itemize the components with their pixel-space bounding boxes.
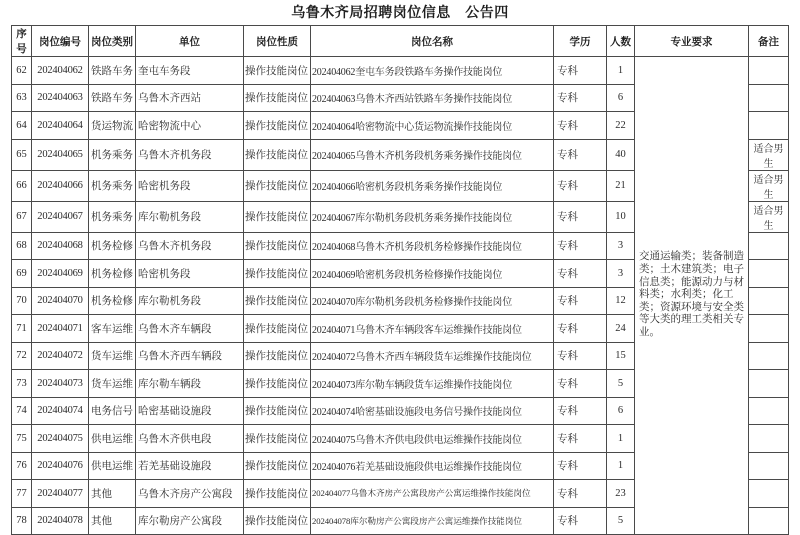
cell-nature: 操作技能岗位 bbox=[244, 260, 311, 288]
col-header-major: 专业要求 bbox=[635, 26, 749, 57]
cell-name: 202404077乌鲁木齐房产公寓段房产公寓运维操作技能岗位 bbox=[311, 480, 554, 508]
cell-seq: 76 bbox=[12, 452, 32, 480]
cell-name: 202404065乌鲁木齐机务段机务乘务操作技能岗位 bbox=[311, 139, 554, 170]
cell-count: 5 bbox=[607, 370, 635, 398]
cell-count: 1 bbox=[607, 452, 635, 480]
cell-unit: 库尔勒机务段 bbox=[136, 287, 244, 315]
positions-table bbox=[11, 25, 789, 535]
cell-nature: 操作技能岗位 bbox=[244, 287, 311, 315]
cell-seq: 68 bbox=[12, 232, 32, 260]
cell-code: 202404070 bbox=[32, 287, 89, 315]
cell-code: 202404072 bbox=[32, 342, 89, 370]
cell-count: 12 bbox=[607, 287, 635, 315]
cell-nature: 操作技能岗位 bbox=[244, 201, 311, 232]
cell-edu: 专科 bbox=[554, 287, 607, 315]
cell-count: 1 bbox=[607, 57, 635, 85]
cell-edu: 专科 bbox=[554, 57, 607, 85]
cell-category: 机务检修 bbox=[89, 260, 136, 288]
col-header-code: 岗位编号 bbox=[32, 26, 89, 57]
cell-category: 铁路车务 bbox=[89, 57, 136, 85]
cell-code: 202404069 bbox=[32, 260, 89, 288]
cell-unit: 库尔勒机务段 bbox=[136, 201, 244, 232]
cell-seq: 75 bbox=[12, 425, 32, 453]
cell-edu: 专科 bbox=[554, 315, 607, 343]
cell-nature: 操作技能岗位 bbox=[244, 425, 311, 453]
cell-seq: 63 bbox=[12, 84, 32, 112]
cell-seq: 71 bbox=[12, 315, 32, 343]
cell-category: 供电运维 bbox=[89, 452, 136, 480]
cell-nature: 操作技能岗位 bbox=[244, 232, 311, 260]
cell-nature: 操作技能岗位 bbox=[244, 480, 311, 508]
cell-seq: 74 bbox=[12, 397, 32, 425]
cell-seq: 73 bbox=[12, 370, 32, 398]
cell-name: 202404076若羌基础设施段供电运维操作技能岗位 bbox=[311, 452, 554, 480]
cell-category: 机务检修 bbox=[89, 232, 136, 260]
cell-nature: 操作技能岗位 bbox=[244, 370, 311, 398]
cell-name: 202404075乌鲁木齐供电段供电运维操作技能岗位 bbox=[311, 425, 554, 453]
cell-seq: 67 bbox=[12, 201, 32, 232]
cell-unit: 奎屯车务段 bbox=[136, 57, 244, 85]
cell-remark: 适合男生 bbox=[749, 201, 789, 232]
cell-code: 202404071 bbox=[32, 315, 89, 343]
cell-category: 机务乘务 bbox=[89, 139, 136, 170]
cell-count: 3 bbox=[607, 260, 635, 288]
header-row bbox=[12, 26, 789, 57]
cell-unit: 乌鲁木齐车辆段 bbox=[136, 315, 244, 343]
cell-seq: 62 bbox=[12, 57, 32, 85]
cell-count: 6 bbox=[607, 84, 635, 112]
cell-unit: 若羌基础设施段 bbox=[136, 452, 244, 480]
cell-edu: 专科 bbox=[554, 84, 607, 112]
cell-edu: 专科 bbox=[554, 139, 607, 170]
cell-remark bbox=[749, 480, 789, 508]
cell-category: 铁路车务 bbox=[89, 84, 136, 112]
cell-nature: 操作技能岗位 bbox=[244, 112, 311, 140]
cell-name: 202404063乌鲁木齐西站铁路车务操作技能岗位 bbox=[311, 84, 554, 112]
cell-nature: 操作技能岗位 bbox=[244, 397, 311, 425]
cell-unit: 乌鲁木齐房产公寓段 bbox=[136, 480, 244, 508]
cell-remark bbox=[749, 452, 789, 480]
table-row bbox=[12, 57, 789, 85]
cell-remark: 适合男生 bbox=[749, 139, 789, 170]
cell-code: 202404068 bbox=[32, 232, 89, 260]
col-header-category: 岗位类别 bbox=[89, 26, 136, 57]
col-header-remark: 备注 bbox=[749, 26, 789, 57]
cell-count: 21 bbox=[607, 170, 635, 201]
cell-edu: 专科 bbox=[554, 425, 607, 453]
cell-edu: 专科 bbox=[554, 480, 607, 508]
cell-category: 其他 bbox=[89, 480, 136, 508]
cell-count: 3 bbox=[607, 232, 635, 260]
cell-seq: 64 bbox=[12, 112, 32, 140]
cell-unit: 乌鲁木齐机务段 bbox=[136, 232, 244, 260]
cell-remark bbox=[749, 425, 789, 453]
cell-remark bbox=[749, 370, 789, 398]
cell-seq: 69 bbox=[12, 260, 32, 288]
cell-category: 货运物流 bbox=[89, 112, 136, 140]
cell-name: 202404069哈密机务段机务检修操作技能岗位 bbox=[311, 260, 554, 288]
cell-count: 40 bbox=[607, 139, 635, 170]
cell-seq: 66 bbox=[12, 170, 32, 201]
cell-category: 机务乘务 bbox=[89, 201, 136, 232]
cell-count: 6 bbox=[607, 397, 635, 425]
cell-edu: 专科 bbox=[554, 112, 607, 140]
cell-name: 202404066哈密机务段机务乘务操作技能岗位 bbox=[311, 170, 554, 201]
cell-nature: 操作技能岗位 bbox=[244, 139, 311, 170]
cell-count: 23 bbox=[607, 480, 635, 508]
cell-unit: 哈密机务段 bbox=[136, 260, 244, 288]
cell-seq: 70 bbox=[12, 287, 32, 315]
cell-category: 电务信号 bbox=[89, 397, 136, 425]
cell-nature: 操作技能岗位 bbox=[244, 452, 311, 480]
cell-nature: 操作技能岗位 bbox=[244, 315, 311, 343]
col-header-name: 岗位名称 bbox=[311, 26, 554, 57]
cell-name: 202404067库尔勒机务段机务乘务操作技能岗位 bbox=[311, 201, 554, 232]
cell-name: 202404070库尔勒机务段机务检修操作技能岗位 bbox=[311, 287, 554, 315]
cell-remark bbox=[749, 57, 789, 85]
cell-category: 货车运维 bbox=[89, 342, 136, 370]
cell-code: 202404063 bbox=[32, 84, 89, 112]
cell-remark bbox=[749, 112, 789, 140]
cell-edu: 专科 bbox=[554, 201, 607, 232]
cell-edu: 专科 bbox=[554, 397, 607, 425]
cell-name: 202404071乌鲁木齐车辆段客车运维操作技能岗位 bbox=[311, 315, 554, 343]
cell-name: 202404072乌鲁木齐西车辆段货车运维操作技能岗位 bbox=[311, 342, 554, 370]
cell-code: 202404075 bbox=[32, 425, 89, 453]
cell-edu: 专科 bbox=[554, 370, 607, 398]
cell-unit: 库尔勒房产公寓段 bbox=[136, 507, 244, 535]
cell-category: 货车运维 bbox=[89, 370, 136, 398]
cell-count: 5 bbox=[607, 507, 635, 535]
cell-code: 202404067 bbox=[32, 201, 89, 232]
cell-code: 202404076 bbox=[32, 452, 89, 480]
cell-nature: 操作技能岗位 bbox=[244, 57, 311, 85]
cell-unit: 乌鲁木齐西车辆段 bbox=[136, 342, 244, 370]
cell-unit: 哈密机务段 bbox=[136, 170, 244, 201]
cell-name: 202404062奎屯车务段铁路车务操作技能岗位 bbox=[311, 57, 554, 85]
cell-edu: 专科 bbox=[554, 260, 607, 288]
cell-remark bbox=[749, 397, 789, 425]
cell-major-requirement: 交通运输类；装备制造类；土木建筑类；电子信息类；能源动力与材料类；水利类；化工类；资源环境与安全类等大类的理工类相关专业。 bbox=[635, 57, 749, 535]
cell-name: 202404074哈密基础设施段电务信号操作技能岗位 bbox=[311, 397, 554, 425]
col-header-unit: 单位 bbox=[136, 26, 244, 57]
cell-category: 供电运维 bbox=[89, 425, 136, 453]
cell-nature: 操作技能岗位 bbox=[244, 507, 311, 535]
cell-seq: 77 bbox=[12, 480, 32, 508]
cell-edu: 专科 bbox=[554, 342, 607, 370]
cell-count: 1 bbox=[607, 425, 635, 453]
col-header-nature: 岗位性质 bbox=[244, 26, 311, 57]
cell-nature: 操作技能岗位 bbox=[244, 342, 311, 370]
cell-code: 202404062 bbox=[32, 57, 89, 85]
cell-remark bbox=[749, 260, 789, 288]
cell-code: 202404064 bbox=[32, 112, 89, 140]
cell-remark bbox=[749, 84, 789, 112]
cell-code: 202404077 bbox=[32, 480, 89, 508]
cell-unit: 哈密基础设施段 bbox=[136, 397, 244, 425]
table-body bbox=[12, 57, 789, 535]
cell-edu: 专科 bbox=[554, 170, 607, 201]
cell-remark: 适合男生 bbox=[749, 170, 789, 201]
cell-remark bbox=[749, 287, 789, 315]
cell-remark bbox=[749, 507, 789, 535]
cell-edu: 专科 bbox=[554, 452, 607, 480]
cell-unit: 乌鲁木齐西站 bbox=[136, 84, 244, 112]
cell-seq: 65 bbox=[12, 139, 32, 170]
cell-category: 其他 bbox=[89, 507, 136, 535]
cell-remark bbox=[749, 232, 789, 260]
cell-code: 202404065 bbox=[32, 139, 89, 170]
cell-name: 202404073库尔勒车辆段货车运维操作技能岗位 bbox=[311, 370, 554, 398]
cell-name: 202404078库尔勒房产公寓段房产公寓运维操作技能岗位 bbox=[311, 507, 554, 535]
col-header-edu: 学历 bbox=[554, 26, 607, 57]
cell-code: 202404074 bbox=[32, 397, 89, 425]
cell-count: 22 bbox=[607, 112, 635, 140]
cell-name: 202404064哈密物流中心货运物流操作技能岗位 bbox=[311, 112, 554, 140]
cell-remark bbox=[749, 315, 789, 343]
col-header-seq: 序号 bbox=[12, 26, 32, 57]
cell-nature: 操作技能岗位 bbox=[244, 84, 311, 112]
cell-edu: 专科 bbox=[554, 232, 607, 260]
cell-unit: 乌鲁木齐机务段 bbox=[136, 139, 244, 170]
cell-nature: 操作技能岗位 bbox=[244, 170, 311, 201]
cell-seq: 78 bbox=[12, 507, 32, 535]
cell-seq: 72 bbox=[12, 342, 32, 370]
cell-count: 15 bbox=[607, 342, 635, 370]
cell-code: 202404066 bbox=[32, 170, 89, 201]
cell-code: 202404078 bbox=[32, 507, 89, 535]
cell-unit: 乌鲁木齐供电段 bbox=[136, 425, 244, 453]
cell-code: 202404073 bbox=[32, 370, 89, 398]
cell-unit: 哈密物流中心 bbox=[136, 112, 244, 140]
cell-remark bbox=[749, 342, 789, 370]
page-title: 乌鲁木齐局招聘岗位信息 公告四 bbox=[291, 6, 509, 21]
cell-category: 机务检修 bbox=[89, 287, 136, 315]
cell-category: 客车运维 bbox=[89, 315, 136, 343]
col-header-count: 人数 bbox=[607, 26, 635, 57]
cell-count: 10 bbox=[607, 201, 635, 232]
cell-category: 机务乘务 bbox=[89, 170, 136, 201]
cell-name: 202404068乌鲁木齐机务段机务检修操作技能岗位 bbox=[311, 232, 554, 260]
cell-edu: 专科 bbox=[554, 507, 607, 535]
cell-unit: 库尔勒车辆段 bbox=[136, 370, 244, 398]
cell-count: 24 bbox=[607, 315, 635, 343]
